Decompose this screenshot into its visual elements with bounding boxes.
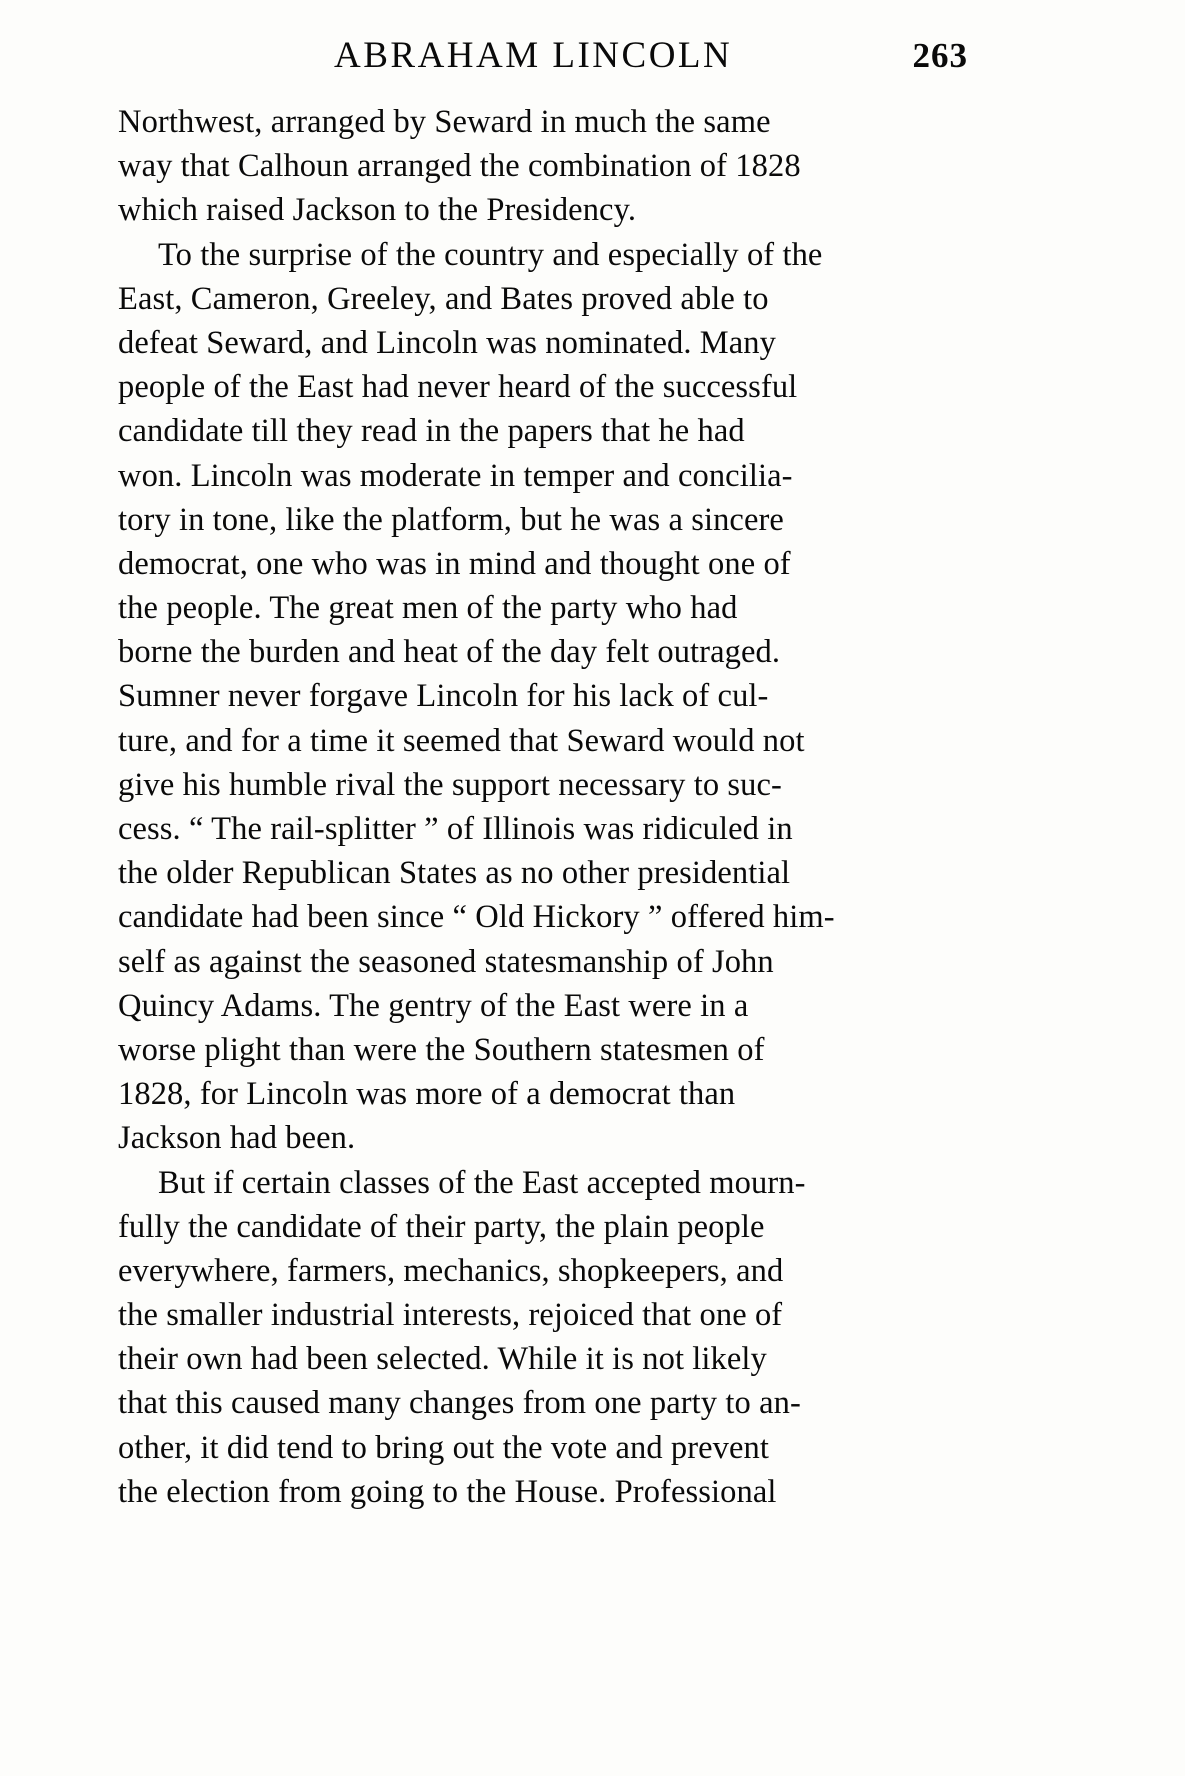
text-line: candidate had been since “ Old Hickory ” offered him- — [118, 899, 835, 936]
text-line: self as against the seasoned statesmanship of John — [118, 943, 774, 980]
text-line: borne the burden and heat of the day felt outraged. — [118, 634, 781, 671]
text-line: won. Lincoln was moderate in temper and concilia- — [118, 457, 793, 494]
page-number: 263 — [912, 36, 968, 75]
text-line: East, Cameron, Greeley, and Bates proved able to — [118, 280, 769, 317]
text-line: cess. “ The rail-splitter ” of Illinois was ridiculed in — [118, 811, 793, 847]
text-line: Sumner never forgave Lincoln for his lack of cul- — [118, 678, 769, 715]
text-line: Northwest, arranged by Seward in much the same — [118, 104, 771, 140]
text-line: democrat, one who was in mind and thought one of — [118, 545, 791, 582]
text-line: their own had been selected. While it is not likely — [118, 1341, 767, 1378]
text-line: people of the East had never heard of the successful — [118, 369, 798, 406]
text-line: worse plight than were the Southern statesmen of — [118, 1031, 765, 1068]
text-line: Quincy Adams. The gentry of the East were in a — [118, 987, 749, 1024]
text-line: give his humble rival the support necessary to suc- — [118, 766, 782, 803]
text-line: candidate till they read in the papers that he had — [118, 413, 745, 450]
text-line: defeat Seward, and Lincoln was nominated. Many — [118, 324, 777, 361]
text-line: way that Calhoun arranged the combination of 1828 — [118, 148, 801, 185]
text-line: the older Republican States as no other presidential — [118, 855, 791, 892]
text-line: But if certain classes of the East accepted mourn- — [158, 1164, 806, 1201]
running-title: ABRAHAM LINCOLN — [334, 35, 733, 76]
text-line: To the surprise of the country and especially of the — [158, 236, 823, 273]
text-line: ture, and for a time it seemed that Seward would not — [118, 722, 805, 759]
text-line: the people. The great men of the party who had — [118, 590, 738, 627]
text-line: fully the candidate of their party, the plain people — [118, 1208, 765, 1245]
text-line: which raised Jackson to the Presidency. — [118, 192, 637, 229]
text-line: everywhere, farmers, mechanics, shopkeepers, and — [118, 1252, 784, 1289]
text-line: other, it did tend to bring out the vote and prevent — [118, 1429, 770, 1466]
text-line: that this caused many changes from one party to an- — [118, 1385, 801, 1422]
body-text — [118, 100, 970, 1514]
text-line: tory in tone, like the platform, but he was a sincere — [118, 501, 784, 538]
text-line: 1828, for Lincoln was more of a democrat than — [118, 1076, 736, 1113]
text-line: the smaller industrial interests, rejoiced that one of — [118, 1297, 783, 1334]
text-line: the election from going to the House. Professional — [118, 1473, 777, 1510]
page-header — [118, 34, 968, 86]
text-line: Jackson had been. — [118, 1120, 356, 1157]
